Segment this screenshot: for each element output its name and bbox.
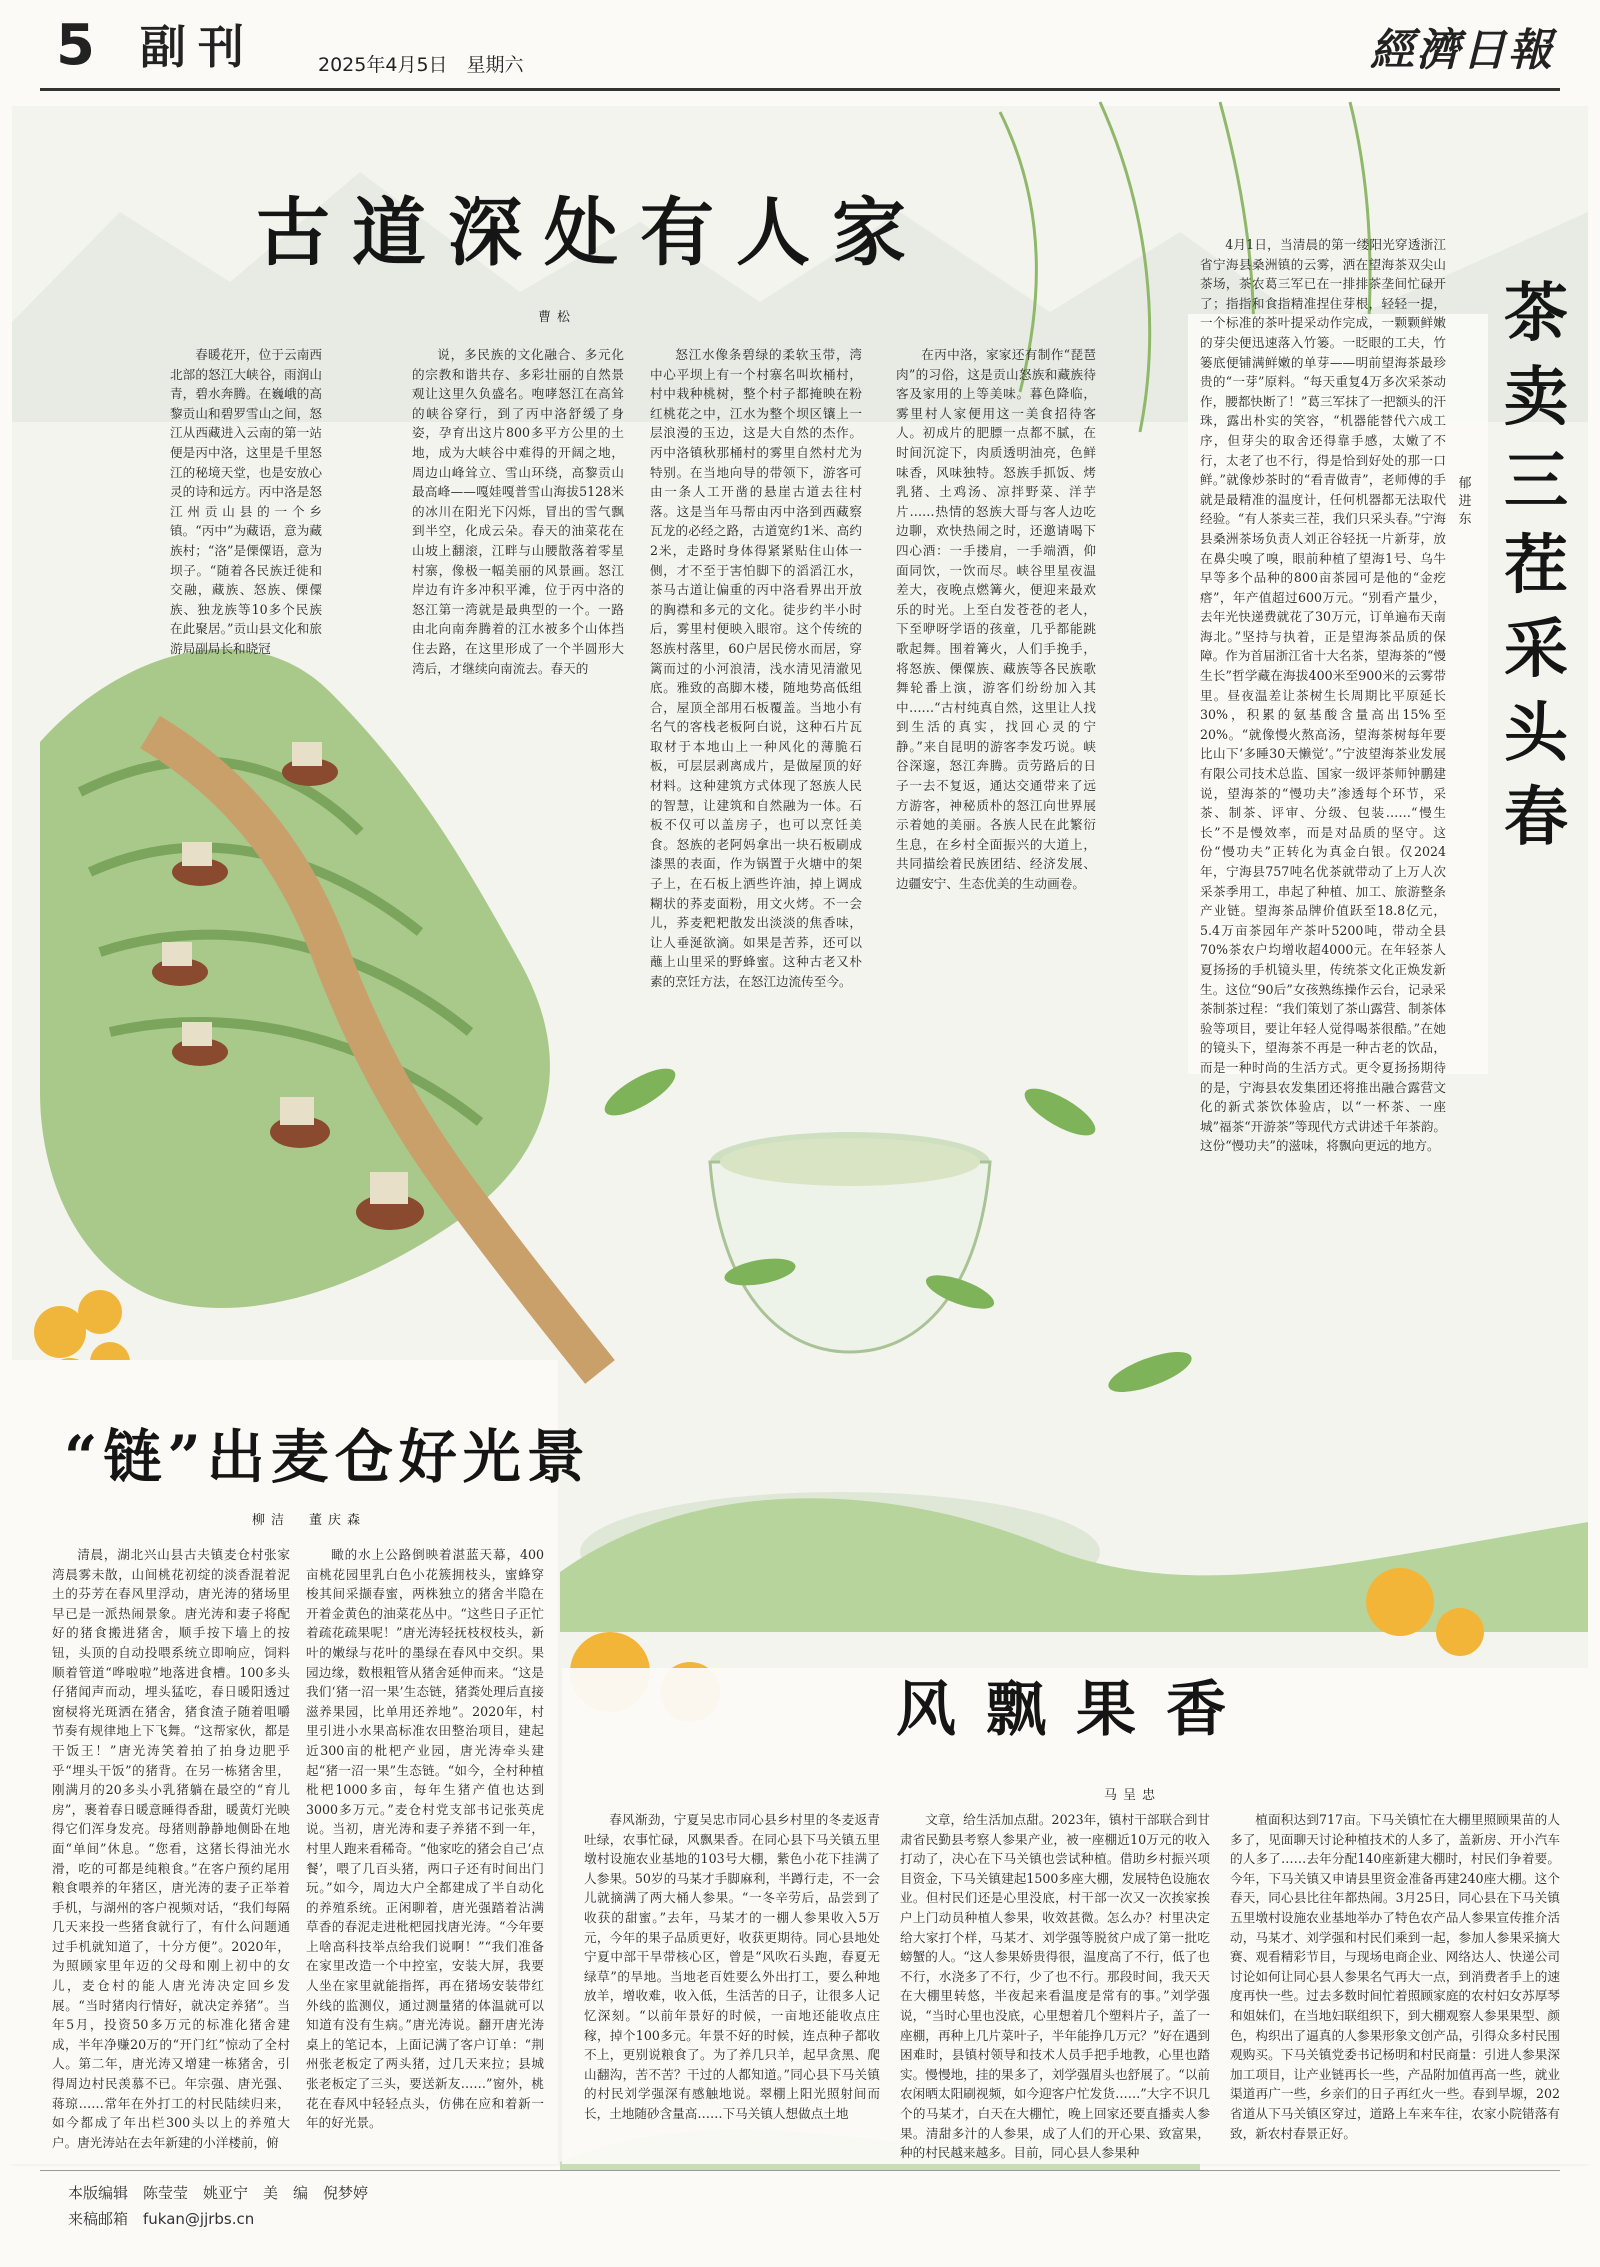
article-author: 柳洁 董庆森 bbox=[252, 1513, 367, 1528]
article-title: 风飘果香 bbox=[896, 1675, 1256, 1745]
article-column bbox=[170, 345, 322, 725]
submission-email[interactable]: 来稿邮箱 fukan@jjrbs.cn bbox=[68, 2210, 255, 2228]
page-number: 5 bbox=[56, 13, 95, 78]
masthead bbox=[0, 0, 1600, 90]
article-column bbox=[412, 345, 624, 965]
editor-credits bbox=[68, 2180, 368, 2232]
article-author: 曹松 bbox=[538, 310, 577, 325]
article-column bbox=[306, 1545, 544, 2165]
article-text: 瞰的水上公路倒映着湛蓝天幕，400亩桃花园里乳白色小花簇拥枝头，蜜蜂穿梭其间采撷春蜜，两株独立的猪舍半隐在开着金黄色的油菜花丛中。“这些日子正忙着疏花疏果呢！”唐光涛轻抚枝杈枝头，新叶的嫩绿与花叶的墨绿在春风中交织。果园边缘，数根粗管从猪舍延伸而来。“这是我们‘猪一沼一果’生态链，猪粪处理后直接滋养果园，比单用还养地”。2020年，村里引进小水果高标准农田整治项目，建起近300亩的枇杷产业园，唐光涛牵头建起“猪一沼一果”生态链。“如今，全村种植枇杷1000多亩，每年生猪产值也达到3000多万元。”麦仓村党支部书记张英虎说。当初，唐光涛和妻子养猪不到一年，村里人跑来看稀奇。“他家吃的猪会自己‘点餐’，喂了几百头猪，两口子还有时间出门玩。”如今，周边大户全都建成了半自动化的养殖系统。正闲聊着，唐光强踏着沾满草香的春泥走进枇杷园找唐光涛。“今年要上啥高科技举点给我们说啊！”“我们准备在家里改造一个中控室，安装大屏，我要人坐在家里就能指挥，再在猪场安装带红外线的监测仪，通过测量猪的体温就可以知道有没有生病。”唐光涛说。翻开唐光涛桌上的笔记本，上面记满了客户订单：“荆州张老板定了两头猪，过几天来拉；县城张老板定了三头，要送新友……”窗外，桃花在春风中轻轻点头，仿佛在应和着新一年的好光景。 bbox=[306, 1547, 544, 2131]
article-column bbox=[1230, 1810, 1560, 2250]
article-column bbox=[896, 345, 1096, 1025]
section-title: 副刊 bbox=[140, 20, 256, 74]
article-title: 古道深处有人家 bbox=[256, 190, 928, 276]
article-text: 春风渐劲，宁夏吴忠市同心县乡村里的冬麦返青吐绿，农事忙碌，风飘果香。在同心县下马关镇五里墩村设施农业基地的103号大棚，紫色小花下挂满了人参果。50岁的马某才手脚麻利，半蹲行走，不一会儿就摘满了两大桶人参果。“一冬辛劳后，品尝到了收获的甜蜜。”去年，马某才的一棚人参果收入5万元，今年的果子品质更好，收获更期待。同心县地处宁夏中部干旱带核心区，曾是“风吹石头跑，春夏无绿草”的旱地。当地老百姓要么外出打工，要么种地放羊，增收难，收入低，生活苦的日子，让很多人记忆深刻。“以前年景好的时候，一亩地还能收点庄稼，掉个100多元。年景不好的时候，连点种子都收不上，更别说粮食了。为了养几只羊，起早贪黑、爬山翻沟，苦不苦？干过的人都知道。”同心县下马关镇的村民刘学强深有感触地说。翠棚上阳光照射间而长，土地随砂含量高……下马关镇人想做点土地 bbox=[584, 1812, 880, 2121]
footer-rule bbox=[40, 2170, 1560, 2171]
article-column bbox=[650, 345, 862, 1155]
article-title: 茶卖三茬采头春 bbox=[1504, 276, 1568, 855]
article-text: 清晨，湖北兴山县古夫镇麦仓村张家湾晨雾未散，山间桃花初绽的淡香混着泥土的芬芳在春风里浮动，唐光涛的猪场里早已是一派热闹景象。唐光涛和妻子将配好的猪食搬进猪舍，顺手按下墙上的按钮，头顶的自动投喂系统立即响应，饲料顺着管道“哗啦啦”地落进食槽。100多头仔猪闻声而动，埋头猛吃，春日暖阳透过窗棂将光斑洒在猪舍，猪食渣子随着咀嚼节奏有规律地上下飞舞。“这帮家伙，都是干饭王！”唐光涛笑着拍了拍身边肥乎乎“埋头干饭”的猪背。在另一栋猪舍里，刚满月的20多头小乳猪躺在最空的“育儿房”，裹着春日暖意睡得香甜，暖黄灯光映得它们浑身发亮。母猪则静静地侧卧在地面“单间”休息。“您看，这猪长得油光水滑，吃的可都是纯粮食。”在客户预约尾用粮食喂养的年猪区，唐光涛的妻子正举着手机，与湖州的客户视频对话，“我们每隔几天来投一些猪食就行了，有什么问题通过手机就知道了，十分方便”。2020年，为照顾家里年迈的父母和刚上初中的女儿，麦仓村的能人唐光涛决定回乡发展。“当时猪肉行情好，就决定养猪”。当年5月，投资50多万元的标准化猪舍建成，半年净赚20万的“开门红”惊动了全村人。第二年，唐光涛又增建一栋猪舍，引得周边村民羡慕不已。年宗强、唐光强、蒋琼……常年在外打工的村民陆续归来，如今都成了年出栏300头以上的养殖大户。唐光涛站在去年新建的小洋楼前，俯 bbox=[52, 1547, 290, 2150]
article-text: 4月1日，当清晨的第一缕阳光穿透浙江省宁海县桑洲镇的云雾，洒在望海茶双尖山茶场，茶农葛三军已在一排排茶垄间忙碌开了；指指和食指精准捏住芽根，轻轻一提，一个标准的茶叶提采动作完成，一颗颗鲜嫩的芽尖便迅速落入竹篓。一眨眼的工夫，竹篓底便铺满鲜嫩的单芽——明前望海茶最珍贵的“一芽”原料。“每天重复4万多次采茶动作，腰都快断了！”葛三军抹了一把额头的汗珠，露出朴实的笑容，“机器能替代六成工序，但芽尖的取舍还得靠手感，太嫩了不行，太老了也不行，得是恰到好处的那一口鲜。”就像炒茶时的“看青做青”，老师傅的手就是最精准的温度计，任何机器都无法取代经验。“有人茶卖三茬，我们只采头春。”宁海县桑洲茶场负责人刘正谷轻抚一片新芽，放在鼻尖嗅了嗅，眼前种植了望海1号、乌牛早等多个品种的800亩茶园可是他的“金疙瘩”，年产值超过600万元。“别看产量少，去年光快递费就花了30万元，订单遍布天南海北。”坚持与执着，正是望海茶品质的保障。作为首届浙江省十大名茶，望海茶的“慢生长”哲学藏在海拔400米至900米的云雾带里。昼夜温差让茶树生长周期比平原延长30%，积累的氨基酸含量高出15%至20%。“就像慢火熬高汤，望海茶树每年要比山下‘多睡30天懒觉’。”宁波望海茶业发展有限公司技术总监、国家一级评茶师钟鹏建说，望海茶的“慢功夫”渗透每个环节，采茶、制茶、评审、分级、包装……“慢生长”不是慢效率，而是对品质的坚守。这份“慢功夫”正转化为真金白银。仅2024年，宁海县757吨名优茶就带动了上万人次采茶季用工，串起了种植、加工、旅游整条产业链。望海茶品牌价值跃至18.8亿元，5.4万亩茶园年产茶叶5200吨，带动全县70%茶农户均增收超4000元。在年轻茶人夏扬扬的手机镜头里，传统茶文化正焕发新生。这位“90后”女孩熟练操作云台，记录采茶制茶过程：“我们策划了茶山露营、制茶体验等项目，要让年轻人觉得喝茶很酷。”在她的镜头下，望海茶不再是一种古老的饮品，而是一种时尚的生活方式。更令夏扬扬期待的是，宁海县农发集团还将推出融合露营文化的新式茶饮体验店，以“一杯茶、一座城”福茶“开游茶”等现代方式讲述千年茶韵。这份“慢功夫”的滋味，将飘向更远的地方。 bbox=[1200, 237, 1446, 1154]
article-text: 说，多民族的文化融合、多元化的宗教和谐共存、多彩壮丽的自然景观让这里久负盛名。咆哮怒江在高耸的峡谷穿行，到了丙中洛舒缓了身姿，孕育出这片800多平方公里的土地，成为大峡谷中难得的开阔之地，周边山峰耸立、雪山环绕，高黎贡山最高峰——嘎娃嘎普雪山海拔5128米的冰川在阳光下闪烁，冒出的雪气飘到半空，化成云朵。春天的油菜花在山坡上翻滚，江畔与山腰散落着零星村寨，像极一幅美丽的风景画。怒江岸边有许多冲积平滩，位于丙中洛的怒江第一湾就是最典型的一个。一路由北向南奔腾着的江水被多个山体挡住去路，在这里形成了一个半圆形大湾后，才继续向南流去。春天的 bbox=[412, 347, 624, 676]
article-text: 在丙中洛，家家还有制作“琵琶肉”的习俗，这是贡山怒族和藏族待客及家用的上等美味。暮色降临，雾里村人家便用这一美食招待客人。初成片的肥膘一点都不腻，在时间沉淀下，肉质透明油亮，色鲜味香，风味独特。怒族手抓饭、烤乳猪、土鸡汤、凉拌野菜、洋芋片……热情的怒族大哥与客人边吃边聊，欢快热闹之时，还邀请喝下四心酒：一手搂肩，一手端酒，仰面同饮，一饮而尽。峡谷里星夜温差大，夜晚点燃篝火，便迎来最欢乐的时光。上至白发苍苍的老人，下至咿呀学语的孩童，几乎都能跳歌起舞。围着篝火，人们手挽手，将怒族、傈僳族、藏族等各民族歌舞轮番上演，游客们纷纷加入其中……“古村纯真自然，这里让人找到生活的真实，找回心灵的宁静。”来自昆明的游客李发巧说。峡谷深邃，怒江奔腾。贡劳路后的日子一去不复返，通达交通带来了远方游客，神秘质朴的怒江向世界展示着她的美丽。各族人民在此繁衍生息，在乡村全面振兴的大道上，共同描绘着民族团结、经济发展、边疆安宁、生态优美的生动画卷。 bbox=[896, 347, 1096, 892]
masthead-rule bbox=[40, 88, 1560, 91]
article-column bbox=[1200, 235, 1446, 1645]
article-column bbox=[584, 1810, 880, 2162]
article-column bbox=[900, 1810, 1210, 2162]
editor-line: 本版编辑 陈莹莹 姚亚宁 美 编 倪梦婷 bbox=[68, 2184, 369, 2202]
newspaper-logo: 經濟日報 bbox=[1370, 25, 1554, 76]
article-text: 春暖花开，位于云南西北部的怒江大峡谷，雨润山青，碧水奔腾。在巍峨的高黎贡山和碧罗雪山之间，怒江从西藏进入云南的第一站便是丙中洛，这里是千里怒江的秘境天堂，也是安放心灵的诗和远方。丙中洛是怒江州贡山县的一个乡镇。“丙中”为藏语，意为藏族村；“洛”是傈僳语，意为坝子。“随着各民族迁徙和交融，藏族、怒族、傈僳族、独龙族等10多个民族在此聚居。”贡山县文化和旅游局副局长和晓冠 bbox=[170, 347, 322, 656]
article-column bbox=[52, 1545, 290, 2165]
article-title: “链”出麦仓好光景 bbox=[64, 1423, 591, 1491]
article-text: 文章，给生活加点甜。2023年，镇村干部联合到甘肃省民勤县考察人参果产业，被一座棚近10万元的收入打动了，决心在下马关镇也尝试种植。借助乡村振兴项目资金，下马关镇建起1500多座大棚，发展特色设施农业。但村民们还是心里没底，村干部一次又一次挨家挨户上门动员种植人参果，收效甚微。怎么办？村里决定给大家打个样，马某才、刘学强等脱贫户成了第一批吃螃蟹的人。“这人参果娇贵得很，温度高了不行，低了也不行，水浇多了不行，少了也不行。那段时间，我天天在大棚里转悠，半夜起来看温度是常有的事。”刘学强说，“当时心里也没底，心里想着几个塑料片子，盖了一座棚，再种上几片菜叶子，半年能挣几万元？”好在遇到困难时，县镇村领导和技术人员手把手地教，心里也踏实。慢慢地，挂的果多了，刘学强眉头也舒展了。“以前农闲晒太阳刷视频，如今迎客户忙发货……”大字不识几个的马某才，白天在大棚忙，晚上回家还要直播卖人参果。清甜多汁的人参果，成了人们的开心果、致富果，种的村民越来越多。目前，同心县人参果种 bbox=[900, 1812, 1210, 2161]
article-text: 植面积达到717亩。下马关镇忙在大棚里照顾果苗的人多了，见面聊天讨论种植技术的人多了，盖新房、开小汽车的人多了……去年分配140座新建大棚时，村民们争着要。今年，下马关镇又申请县里资金准备再建240座大棚。这个春天，同心县比往年都热闹。3月25日，同心县在下马关镇五里墩村设施农业基地举办了特色农产品人参果宣传推介活动，马某才、刘学强和村民们乘到一起，参加人参果采摘大赛、观看精彩节目，与现场电商企业、网络达人、快递公司讨论如何让同心县人参果名气再大一点，到消费者手上的速度再快一些。过去多数时间忙着照顾家庭的农村妇女苏厚琴和姐妹们，在当地妇联组织下，到大棚观察人参果果型、颜色，构织出了逼真的人参果形象文创产品，引得众多村民围观购买。下马关镇党委书记杨明和村民商量：引进人参果深加工项目，让产业链再长一些，产品附加值再高一些，就业渠道再广一些，乡亲们的日子再红火一些。春到旱塬，202省道从下马关镇区穿过，道路上车来车往，农家小院错落有致，新农村春景正好。 bbox=[1230, 1812, 1560, 2141]
issue-date: 2025年4月5日 星期六 bbox=[318, 54, 524, 76]
article-text: 怒江水像条碧绿的柔软玉带，湾中心平坝上有一个村寨名叫坎桶村，村中栽种桃树，整个村子都掩映在粉红桃花之中，江水为整个坝区镶上一层浪漫的玉边，这是大自然的杰作。丙中洛镇秋那桶村的雾里自然村尤为特别。在当地向导的带领下，游客可由一条人工开凿的悬崖古道去往村落。这是当年马帮由丙中洛到西藏察瓦龙的必经之路，古道宽约1米、高约2米，走路时身体得紧紧贴住山体一侧，才不至于害怕脚下的滔滔江水，茶马古道让偏重的丙中洛看界出开放的胸襟和多元的文化。徒步约半小时后，雾里村便映入眼帘。这个传统的怒族村落里，60户居民傍水而居，穿篱而过的小河浪清，浅水清见清澈见底。雅致的高脚木楼，随地势高低组合，屋顶全部用石板覆盖。当地小有名气的客栈老板阿白说，这种石片瓦取材于本地山上一种风化的薄脆石板，可层层剥离成片，是做屋顶的好材料。这种建筑方式体现了怒族人民的智慧，让建筑和自然融为一体。石板不仅可以盖房子，也可以烹饪美食。怒族的老阿妈拿出一块石板刷成漆黑的表面，作为锅置于火塘中的架子上，在石板上洒些许油，掉上调成糊状的荞麦面粉，用文火烤。不一会儿，荞麦粑粑散发出淡淡的焦香味，让人垂涎欲滴。如果是苦荞，还可以蘸上山里采的野蜂蜜。这种古老又朴素的烹饪方法，在怒江边流传至今。 bbox=[650, 347, 862, 989]
article-author: 郁进东 bbox=[1458, 476, 1472, 527]
article-author: 马呈忠 bbox=[1104, 1788, 1162, 1803]
